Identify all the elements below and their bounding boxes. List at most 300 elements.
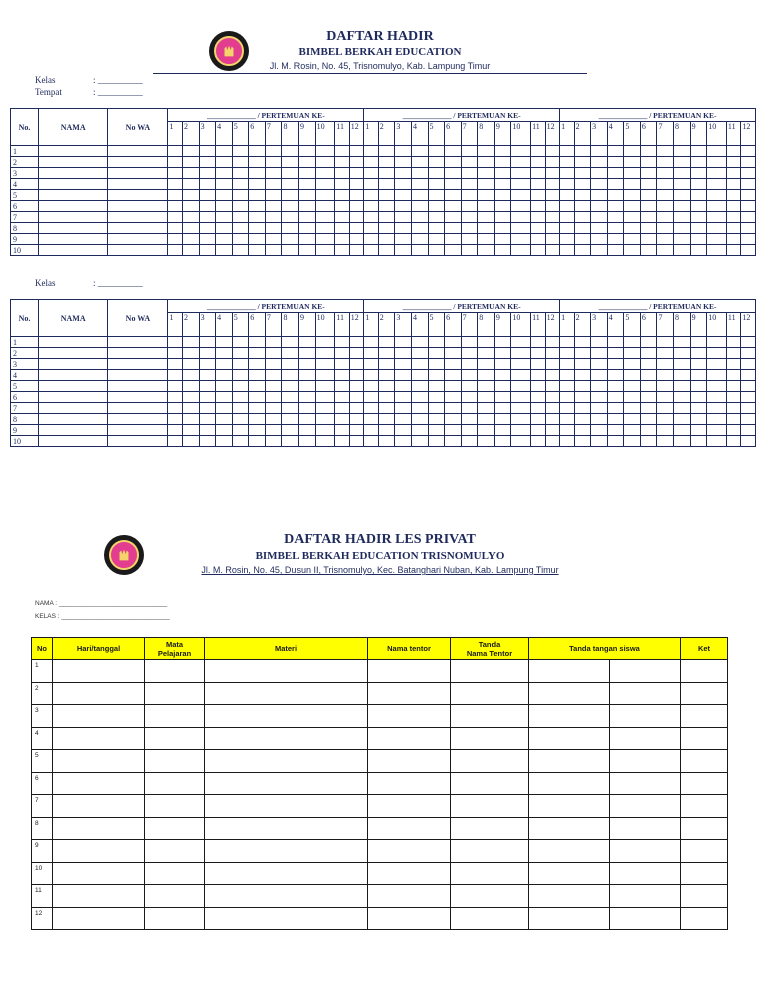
cell-attendance[interactable] xyxy=(265,414,282,425)
cell-attendance[interactable] xyxy=(265,392,282,403)
cell-attendance[interactable] xyxy=(445,381,462,392)
cell-attendance[interactable] xyxy=(364,168,379,179)
cell-attendance[interactable] xyxy=(315,245,335,256)
cell-attendance[interactable] xyxy=(640,392,657,403)
cell-attendance[interactable] xyxy=(168,436,183,447)
cell-attendance[interactable] xyxy=(531,234,546,245)
cell-attendance[interactable] xyxy=(726,348,741,359)
cell-nama[interactable] xyxy=(38,359,107,370)
cell-nama[interactable] xyxy=(38,348,107,359)
cell-attendance[interactable] xyxy=(657,381,674,392)
cell-attendance[interactable] xyxy=(624,359,641,370)
cell-ket[interactable] xyxy=(681,682,728,705)
cell-attendance[interactable] xyxy=(315,359,335,370)
cell-ttd-siswa-2[interactable] xyxy=(610,885,681,908)
cell-attendance[interactable] xyxy=(445,425,462,436)
cell-attendance[interactable] xyxy=(335,337,350,348)
cell-attendance[interactable] xyxy=(428,436,445,447)
cell-attendance[interactable] xyxy=(299,179,316,190)
cell-attendance[interactable] xyxy=(674,359,691,370)
cell-attendance[interactable] xyxy=(511,414,531,425)
cell-attendance[interactable] xyxy=(591,359,608,370)
cell-attendance[interactable] xyxy=(265,190,282,201)
cell-attendance[interactable] xyxy=(494,337,511,348)
cell-attendance[interactable] xyxy=(624,179,641,190)
cell-attendance[interactable] xyxy=(265,201,282,212)
cell-attendance[interactable] xyxy=(494,179,511,190)
cell-attendance[interactable] xyxy=(707,234,727,245)
cell-attendance[interactable] xyxy=(364,337,379,348)
cell-attendance[interactable] xyxy=(265,179,282,190)
cell-attendance[interactable] xyxy=(168,201,183,212)
cell-attendance[interactable] xyxy=(182,245,199,256)
cell-attendance[interactable] xyxy=(395,201,412,212)
cell-attendance[interactable] xyxy=(574,392,591,403)
cell-attendance[interactable] xyxy=(531,381,546,392)
cell-tanda-tentor[interactable] xyxy=(451,795,529,818)
cell-attendance[interactable] xyxy=(657,414,674,425)
cell-attendance[interactable] xyxy=(574,223,591,234)
cell-attendance[interactable] xyxy=(640,212,657,223)
cell-mata-pelajaran[interactable] xyxy=(145,817,205,840)
cell-attendance[interactable] xyxy=(249,337,266,348)
cell-no-wa[interactable] xyxy=(108,392,168,403)
cell-attendance[interactable] xyxy=(574,146,591,157)
cell-attendance[interactable] xyxy=(591,201,608,212)
cell-attendance[interactable] xyxy=(445,190,462,201)
cell-attendance[interactable] xyxy=(428,337,445,348)
cell-attendance[interactable] xyxy=(199,359,216,370)
cell-attendance[interactable] xyxy=(574,245,591,256)
cell-attendance[interactable] xyxy=(560,425,575,436)
cell-attendance[interactable] xyxy=(531,425,546,436)
cell-nama-tentor[interactable] xyxy=(368,885,451,908)
cell-ttd-siswa-2[interactable] xyxy=(610,772,681,795)
cell-attendance[interactable] xyxy=(335,245,350,256)
cell-attendance[interactable] xyxy=(335,414,350,425)
cell-attendance[interactable] xyxy=(349,381,364,392)
cell-attendance[interactable] xyxy=(511,359,531,370)
cell-attendance[interactable] xyxy=(428,190,445,201)
cell-attendance[interactable] xyxy=(657,146,674,157)
cell-attendance[interactable] xyxy=(349,425,364,436)
cell-attendance[interactable] xyxy=(265,425,282,436)
cell-attendance[interactable] xyxy=(315,370,335,381)
cell-attendance[interactable] xyxy=(461,414,478,425)
cell-attendance[interactable] xyxy=(249,212,266,223)
cell-attendance[interactable] xyxy=(282,403,299,414)
cell-attendance[interactable] xyxy=(378,337,395,348)
cell-attendance[interactable] xyxy=(531,337,546,348)
cell-attendance[interactable] xyxy=(494,348,511,359)
cell-attendance[interactable] xyxy=(657,337,674,348)
cell-attendance[interactable] xyxy=(545,392,560,403)
cell-attendance[interactable] xyxy=(511,392,531,403)
cell-attendance[interactable] xyxy=(624,212,641,223)
cell-attendance[interactable] xyxy=(395,348,412,359)
cell-no-wa[interactable] xyxy=(108,403,168,414)
cell-attendance[interactable] xyxy=(494,381,511,392)
cell-attendance[interactable] xyxy=(199,146,216,157)
cell-attendance[interactable] xyxy=(741,403,756,414)
cell-attendance[interactable] xyxy=(364,212,379,223)
cell-ket[interactable] xyxy=(681,727,728,750)
cell-attendance[interactable] xyxy=(378,212,395,223)
cell-attendance[interactable] xyxy=(624,403,641,414)
cell-attendance[interactable] xyxy=(349,157,364,168)
cell-attendance[interactable] xyxy=(249,223,266,234)
cell-attendance[interactable] xyxy=(364,414,379,425)
cell-mata-pelajaran[interactable] xyxy=(145,795,205,818)
cell-attendance[interactable] xyxy=(461,157,478,168)
cell-attendance[interactable] xyxy=(624,245,641,256)
cell-attendance[interactable] xyxy=(574,168,591,179)
cell-attendance[interactable] xyxy=(674,337,691,348)
cell-attendance[interactable] xyxy=(168,403,183,414)
cell-attendance[interactable] xyxy=(574,157,591,168)
cell-attendance[interactable] xyxy=(335,403,350,414)
cell-attendance[interactable] xyxy=(315,414,335,425)
cell-attendance[interactable] xyxy=(299,381,316,392)
cell-attendance[interactable] xyxy=(545,168,560,179)
cell-attendance[interactable] xyxy=(607,234,624,245)
cell-attendance[interactable] xyxy=(607,414,624,425)
cell-attendance[interactable] xyxy=(232,201,249,212)
cell-attendance[interactable] xyxy=(690,392,707,403)
cell-attendance[interactable] xyxy=(428,370,445,381)
cell-attendance[interactable] xyxy=(378,190,395,201)
cell-attendance[interactable] xyxy=(640,168,657,179)
cell-attendance[interactable] xyxy=(216,348,233,359)
cell-attendance[interactable] xyxy=(282,201,299,212)
cell-attendance[interactable] xyxy=(299,337,316,348)
cell-attendance[interactable] xyxy=(216,157,233,168)
cell-attendance[interactable] xyxy=(690,245,707,256)
cell-no-wa[interactable] xyxy=(108,245,168,256)
cell-attendance[interactable] xyxy=(690,190,707,201)
cell-hari-tanggal[interactable] xyxy=(53,885,145,908)
cell-attendance[interactable] xyxy=(395,179,412,190)
cell-nama-tentor[interactable] xyxy=(368,817,451,840)
cell-attendance[interactable] xyxy=(690,223,707,234)
cell-attendance[interactable] xyxy=(445,146,462,157)
cell-ttd-siswa-1[interactable] xyxy=(529,885,610,908)
cell-attendance[interactable] xyxy=(232,234,249,245)
cell-nama-tentor[interactable] xyxy=(368,682,451,705)
cell-attendance[interactable] xyxy=(299,392,316,403)
cell-attendance[interactable] xyxy=(445,212,462,223)
cell-attendance[interactable] xyxy=(299,190,316,201)
cell-hari-tanggal[interactable] xyxy=(53,772,145,795)
cell-attendance[interactable] xyxy=(741,370,756,381)
cell-attendance[interactable] xyxy=(478,381,495,392)
cell-attendance[interactable] xyxy=(282,245,299,256)
cell-ttd-siswa-2[interactable] xyxy=(610,907,681,930)
cell-materi[interactable] xyxy=(205,727,368,750)
cell-attendance[interactable] xyxy=(607,436,624,447)
cell-attendance[interactable] xyxy=(591,212,608,223)
cell-attendance[interactable] xyxy=(531,436,546,447)
cell-attendance[interactable] xyxy=(478,168,495,179)
cell-attendance[interactable] xyxy=(265,436,282,447)
cell-attendance[interactable] xyxy=(168,337,183,348)
cell-attendance[interactable] xyxy=(741,234,756,245)
cell-attendance[interactable] xyxy=(531,201,546,212)
cell-attendance[interactable] xyxy=(560,359,575,370)
cell-attendance[interactable] xyxy=(545,157,560,168)
cell-attendance[interactable] xyxy=(232,436,249,447)
cell-attendance[interactable] xyxy=(511,179,531,190)
cell-attendance[interactable] xyxy=(335,146,350,157)
cell-attendance[interactable] xyxy=(265,359,282,370)
cell-attendance[interactable] xyxy=(249,168,266,179)
cell-attendance[interactable] xyxy=(168,359,183,370)
cell-attendance[interactable] xyxy=(299,403,316,414)
cell-attendance[interactable] xyxy=(199,201,216,212)
cell-attendance[interactable] xyxy=(461,348,478,359)
cell-attendance[interactable] xyxy=(411,414,428,425)
cell-attendance[interactable] xyxy=(411,337,428,348)
cell-attendance[interactable] xyxy=(707,359,727,370)
cell-attendance[interactable] xyxy=(657,223,674,234)
cell-attendance[interactable] xyxy=(299,245,316,256)
cell-attendance[interactable] xyxy=(216,146,233,157)
cell-attendance[interactable] xyxy=(199,234,216,245)
cell-attendance[interactable] xyxy=(315,403,335,414)
cell-attendance[interactable] xyxy=(657,348,674,359)
cell-no-wa[interactable] xyxy=(108,348,168,359)
cell-attendance[interactable] xyxy=(545,234,560,245)
cell-attendance[interactable] xyxy=(545,348,560,359)
cell-mata-pelajaran[interactable] xyxy=(145,750,205,773)
cell-attendance[interactable] xyxy=(640,403,657,414)
cell-attendance[interactable] xyxy=(461,201,478,212)
cell-attendance[interactable] xyxy=(265,157,282,168)
cell-attendance[interactable] xyxy=(690,337,707,348)
cell-attendance[interactable] xyxy=(690,168,707,179)
cell-attendance[interactable] xyxy=(545,425,560,436)
cell-attendance[interactable] xyxy=(511,381,531,392)
cell-attendance[interactable] xyxy=(726,337,741,348)
cell-no-wa[interactable] xyxy=(108,436,168,447)
cell-attendance[interactable] xyxy=(282,425,299,436)
cell-ket[interactable] xyxy=(681,817,728,840)
cell-attendance[interactable] xyxy=(265,348,282,359)
cell-attendance[interactable] xyxy=(364,436,379,447)
cell-attendance[interactable] xyxy=(640,190,657,201)
cell-attendance[interactable] xyxy=(445,348,462,359)
cell-attendance[interactable] xyxy=(690,381,707,392)
cell-attendance[interactable] xyxy=(511,425,531,436)
cell-attendance[interactable] xyxy=(690,146,707,157)
cell-attendance[interactable] xyxy=(199,168,216,179)
cell-attendance[interactable] xyxy=(591,370,608,381)
cell-attendance[interactable] xyxy=(545,245,560,256)
cell-attendance[interactable] xyxy=(249,157,266,168)
cell-attendance[interactable] xyxy=(624,168,641,179)
cell-attendance[interactable] xyxy=(282,179,299,190)
cell-attendance[interactable] xyxy=(690,414,707,425)
cell-attendance[interactable] xyxy=(199,403,216,414)
cell-attendance[interactable] xyxy=(531,212,546,223)
cell-attendance[interactable] xyxy=(560,157,575,168)
cell-attendance[interactable] xyxy=(182,381,199,392)
cell-attendance[interactable] xyxy=(411,245,428,256)
cell-attendance[interactable] xyxy=(494,414,511,425)
cell-attendance[interactable] xyxy=(478,425,495,436)
cell-attendance[interactable] xyxy=(299,223,316,234)
cell-attendance[interactable] xyxy=(674,234,691,245)
cell-ttd-siswa-1[interactable] xyxy=(529,727,610,750)
cell-attendance[interactable] xyxy=(560,348,575,359)
cell-attendance[interactable] xyxy=(411,201,428,212)
cell-attendance[interactable] xyxy=(232,348,249,359)
cell-attendance[interactable] xyxy=(299,370,316,381)
cell-attendance[interactable] xyxy=(378,223,395,234)
cell-attendance[interactable] xyxy=(378,403,395,414)
cell-attendance[interactable] xyxy=(182,392,199,403)
cell-attendance[interactable] xyxy=(741,212,756,223)
cell-attendance[interactable] xyxy=(428,245,445,256)
cell-attendance[interactable] xyxy=(478,359,495,370)
cell-attendance[interactable] xyxy=(364,146,379,157)
cell-attendance[interactable] xyxy=(545,201,560,212)
cell-ttd-siswa-1[interactable] xyxy=(529,705,610,728)
cell-attendance[interactable] xyxy=(690,403,707,414)
cell-attendance[interactable] xyxy=(461,359,478,370)
cell-attendance[interactable] xyxy=(707,179,727,190)
cell-mata-pelajaran[interactable] xyxy=(145,862,205,885)
cell-attendance[interactable] xyxy=(395,359,412,370)
cell-tanda-tentor[interactable] xyxy=(451,682,529,705)
cell-attendance[interactable] xyxy=(216,223,233,234)
cell-attendance[interactable] xyxy=(690,359,707,370)
cell-attendance[interactable] xyxy=(531,223,546,234)
cell-attendance[interactable] xyxy=(445,223,462,234)
cell-attendance[interactable] xyxy=(607,425,624,436)
cell-attendance[interactable] xyxy=(349,370,364,381)
cell-attendance[interactable] xyxy=(335,381,350,392)
cell-attendance[interactable] xyxy=(690,157,707,168)
cell-attendance[interactable] xyxy=(657,190,674,201)
cell-attendance[interactable] xyxy=(378,359,395,370)
cell-attendance[interactable] xyxy=(624,381,641,392)
cell-ttd-siswa-1[interactable] xyxy=(529,750,610,773)
cell-attendance[interactable] xyxy=(640,414,657,425)
cell-attendance[interactable] xyxy=(674,436,691,447)
cell-attendance[interactable] xyxy=(232,190,249,201)
cell-attendance[interactable] xyxy=(445,414,462,425)
cell-attendance[interactable] xyxy=(216,370,233,381)
cell-attendance[interactable] xyxy=(349,146,364,157)
cell-hari-tanggal[interactable] xyxy=(53,907,145,930)
cell-attendance[interactable] xyxy=(428,381,445,392)
cell-attendance[interactable] xyxy=(315,381,335,392)
cell-attendance[interactable] xyxy=(707,201,727,212)
cell-attendance[interactable] xyxy=(315,157,335,168)
cell-attendance[interactable] xyxy=(249,425,266,436)
cell-attendance[interactable] xyxy=(364,179,379,190)
cell-attendance[interactable] xyxy=(511,370,531,381)
cell-hari-tanggal[interactable] xyxy=(53,682,145,705)
cell-attendance[interactable] xyxy=(168,223,183,234)
cell-attendance[interactable] xyxy=(395,414,412,425)
cell-attendance[interactable] xyxy=(282,146,299,157)
cell-attendance[interactable] xyxy=(531,168,546,179)
cell-attendance[interactable] xyxy=(461,212,478,223)
cell-attendance[interactable] xyxy=(624,370,641,381)
cell-attendance[interactable] xyxy=(445,179,462,190)
cell-attendance[interactable] xyxy=(445,245,462,256)
cell-attendance[interactable] xyxy=(445,370,462,381)
cell-attendance[interactable] xyxy=(674,381,691,392)
cell-attendance[interactable] xyxy=(494,212,511,223)
cell-nama[interactable] xyxy=(38,234,107,245)
cell-no-wa[interactable] xyxy=(108,212,168,223)
cell-attendance[interactable] xyxy=(674,414,691,425)
cell-attendance[interactable] xyxy=(545,414,560,425)
cell-attendance[interactable] xyxy=(378,157,395,168)
cell-attendance[interactable] xyxy=(674,245,691,256)
cell-attendance[interactable] xyxy=(674,223,691,234)
cell-attendance[interactable] xyxy=(299,146,316,157)
cell-attendance[interactable] xyxy=(232,425,249,436)
cell-attendance[interactable] xyxy=(591,348,608,359)
cell-nama[interactable] xyxy=(38,392,107,403)
cell-attendance[interactable] xyxy=(428,146,445,157)
cell-ttd-siswa-1[interactable] xyxy=(529,772,610,795)
cell-attendance[interactable] xyxy=(461,436,478,447)
cell-attendance[interactable] xyxy=(168,190,183,201)
cell-attendance[interactable] xyxy=(574,403,591,414)
cell-attendance[interactable] xyxy=(640,348,657,359)
cell-attendance[interactable] xyxy=(657,392,674,403)
cell-attendance[interactable] xyxy=(674,348,691,359)
cell-attendance[interactable] xyxy=(265,403,282,414)
cell-attendance[interactable] xyxy=(216,201,233,212)
cell-attendance[interactable] xyxy=(168,212,183,223)
cell-attendance[interactable] xyxy=(216,212,233,223)
cell-hari-tanggal[interactable] xyxy=(53,817,145,840)
cell-attendance[interactable] xyxy=(640,381,657,392)
cell-attendance[interactable] xyxy=(741,168,756,179)
cell-materi[interactable] xyxy=(205,705,368,728)
cell-attendance[interactable] xyxy=(411,436,428,447)
cell-tanda-tentor[interactable] xyxy=(451,907,529,930)
cell-attendance[interactable] xyxy=(607,157,624,168)
cell-attendance[interactable] xyxy=(335,212,350,223)
cell-nama-tentor[interactable] xyxy=(368,750,451,773)
cell-attendance[interactable] xyxy=(299,234,316,245)
cell-attendance[interactable] xyxy=(232,168,249,179)
cell-attendance[interactable] xyxy=(335,234,350,245)
cell-ket[interactable] xyxy=(681,660,728,683)
cell-attendance[interactable] xyxy=(349,223,364,234)
cell-attendance[interactable] xyxy=(349,212,364,223)
cell-attendance[interactable] xyxy=(315,337,335,348)
cell-attendance[interactable] xyxy=(378,179,395,190)
cell-attendance[interactable] xyxy=(607,403,624,414)
cell-attendance[interactable] xyxy=(232,370,249,381)
cell-attendance[interactable] xyxy=(591,414,608,425)
cell-attendance[interactable] xyxy=(707,212,727,223)
cell-attendance[interactable] xyxy=(428,348,445,359)
cell-attendance[interactable] xyxy=(531,370,546,381)
cell-attendance[interactable] xyxy=(282,168,299,179)
cell-attendance[interactable] xyxy=(741,146,756,157)
cell-attendance[interactable] xyxy=(607,381,624,392)
cell-attendance[interactable] xyxy=(591,245,608,256)
